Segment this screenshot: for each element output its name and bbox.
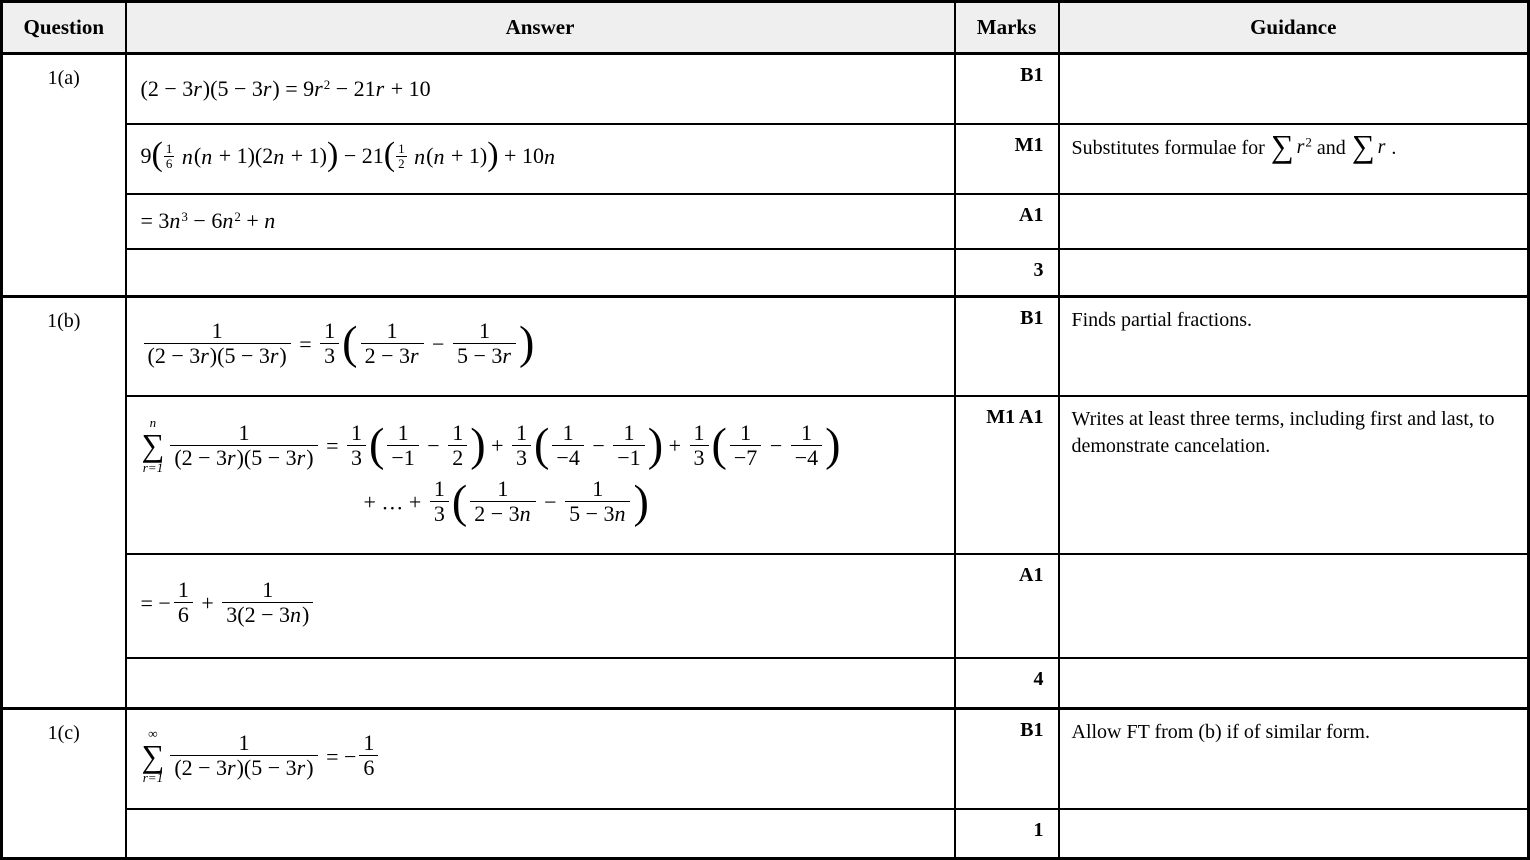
math-text: 3 [181,209,188,225]
math-text: 1 [238,419,250,445]
math-text: )(5 − 3 [209,342,270,368]
math-text: (2 − 3 [147,342,201,368]
math-fraction [387,421,418,470]
sigma-summation [1270,127,1294,164]
answer-math-line [141,75,946,103]
fraction-numerator [690,421,709,445]
fraction-denominator [396,156,407,171]
math-text: ) [301,602,310,627]
header-marks: Marks [955,2,1059,54]
math-text: −7 [733,444,758,470]
math-text: (2 − 3 [174,755,228,781]
math-variable: r [269,342,279,368]
math-text: − [764,433,788,459]
math-text: ) = 9 [272,76,315,101]
math-fraction [470,477,535,526]
table-row [2,809,1529,859]
table-row [2,249,1529,297]
question-cell [2,709,126,859]
math-text: + 10 [385,76,431,101]
math-text: and [1311,136,1351,159]
mark-value: 4 [1033,667,1044,690]
answer-math-line [363,475,946,529]
math-text: Substitutes formulae for [1071,136,1270,159]
math-text: + 1)(2 [213,143,274,169]
table-row [2,194,1529,249]
marks-cell [955,124,1059,194]
table-row [2,297,1529,396]
big-parenthesis: ( [451,475,468,527]
math-variable: r [262,76,272,101]
math-text: −4 [556,444,580,470]
answer-cell [126,124,955,194]
math-text: 2 [452,444,464,470]
math-text: 2 − 3 [474,501,520,527]
big-parenthesis: ) [825,419,841,471]
guidance-cell [1059,396,1529,554]
guidance-text [1072,406,1518,460]
math-text: 6 [177,602,189,627]
fraction-numerator [730,421,761,445]
fraction-denominator [170,445,317,470]
math-variable: r [502,342,511,368]
math-variable: n [543,143,555,169]
math-variable: n [519,501,531,527]
marks-cell [955,809,1059,859]
math-text: −4 [794,444,819,470]
math-text: = [293,331,318,357]
fraction-numerator [448,421,467,445]
fraction-numerator [791,421,822,445]
sigma-icon: ∑ [141,427,165,464]
marks-cell [955,194,1059,249]
math-text: = − [140,590,171,616]
math-text: 1 [516,419,528,445]
math-variable: r [227,444,236,470]
fraction-denominator [144,343,291,368]
answer-cell [126,809,955,859]
sigma-summation [1351,127,1375,164]
fraction-denominator [361,343,424,368]
math-text: − [586,433,611,459]
fraction-denominator [170,755,317,780]
marks-cell [955,249,1059,297]
answer-math-line [141,317,946,371]
math-text: 1 [497,476,509,502]
math-text: (2 − 3 [174,444,228,470]
fraction-denominator [320,343,339,368]
fraction-numerator [512,421,531,445]
fraction-denominator [470,501,535,526]
answer-cell [126,554,955,658]
math-text: 1 [478,317,490,343]
answer-cell [126,54,955,124]
math-text: Finds partial fractions. [1071,309,1253,331]
fraction-numerator [222,578,313,602]
math-text: 1 [386,317,398,343]
mark-value: 3 [1033,258,1044,281]
guidance-cell [1059,658,1529,709]
table-row [2,554,1529,658]
marks-cell [955,297,1059,396]
sigma-icon: ∑ [1351,127,1375,164]
math-text: + 1) [285,143,327,169]
math-text: 3 [350,444,362,470]
marks-cell [955,54,1059,124]
math-fraction [430,477,449,526]
math-fraction [222,578,313,627]
math-fraction [396,142,407,172]
math-text: 1 [452,419,464,445]
fraction-numerator [361,319,424,343]
guidance-cell [1059,809,1529,859]
fraction-numerator [164,142,175,156]
math-text: 5 − 3 [569,501,615,527]
math-text: )(5 − 3 [202,76,263,101]
math-text: 6 [363,755,375,781]
answer-cell [126,709,955,809]
math-text: 2 − 3 [364,342,410,368]
math-fraction [730,421,761,470]
math-text: 5 − 3 [456,342,503,368]
math-text: ) [279,342,287,368]
math-fraction [144,319,291,368]
math-text: = − [320,743,357,769]
sigma-icon: ∑ [141,737,165,774]
fraction-denominator [347,445,366,470]
math-text: 1 [165,140,173,156]
answer-math-line [141,207,946,235]
math-text: 1 [262,576,274,602]
fraction-numerator [320,319,339,343]
big-parenthesis: ) [647,419,664,471]
math-text: )(5 − 3 [236,755,297,781]
mark-value: A1 [1019,563,1044,586]
math-variable: r [314,76,323,101]
fraction-denominator [453,343,516,368]
fraction-numerator [552,421,583,445]
sum-upper-limit: ∞ [148,725,158,741]
math-variable: r [193,76,202,101]
marks-cell [955,658,1059,709]
math-text: 2 [234,209,241,225]
fraction-denominator [174,602,193,627]
guidance-cell [1059,194,1529,249]
math-variable: n [414,143,426,169]
big-parenthesis: ( [711,419,727,471]
math-text: −1 [617,444,641,470]
fraction-numerator [430,477,449,501]
math-variable: r [1296,136,1305,159]
math-fraction [320,319,339,368]
math-fraction [347,421,366,470]
math-text: 2 [1305,134,1312,150]
math-variable: n [273,143,285,169]
big-parenthesis: ( [534,419,550,471]
answer-cell [126,396,955,554]
math-text: + [485,433,510,459]
big-parenthesis: ( [368,419,385,471]
math-text: 1 [623,419,635,445]
mark-value: A1 [1019,203,1044,226]
fraction-numerator [347,421,366,445]
table-row [2,396,1529,554]
math-text: . [1386,136,1397,159]
fraction-numerator [170,421,317,445]
answer-cell [126,194,955,249]
guidance-cell [1059,54,1529,124]
fraction-denominator [387,445,418,470]
sigma-summation [142,727,165,785]
marks-cell [955,396,1059,554]
question-number: 1(c) [47,722,80,744]
guidance-cell [1059,124,1529,194]
math-text: 3 [433,501,445,527]
math-text: + … + [363,489,427,515]
mark-value: M1 [1014,133,1044,156]
guidance-cell [1059,709,1529,809]
fraction-denominator [565,501,630,526]
math-fraction [361,319,424,368]
fraction-numerator [170,731,317,755]
sum-lower-limit: r=1 [142,769,164,785]
math-fraction [690,421,709,470]
math-fraction [164,142,175,172]
header-row [2,2,1529,54]
math-text: = 3 [140,208,170,234]
big-parenthesis: ( [342,317,358,369]
math-text: + [240,208,265,234]
fraction-numerator [565,477,630,501]
fraction-denominator [791,445,822,470]
math-text: Writes at least three terms, including first and last, to demonstrate cancelation. [1071,407,1495,457]
answer-math-line [140,136,946,175]
math-text: 1 [433,476,445,502]
mark-value: 1 [1033,818,1044,841]
math-fraction [453,319,516,368]
math-variable: n [181,143,193,169]
math-text: = [320,433,344,459]
sum-lower-limit: r=1 [142,459,164,475]
math-text: 1 [592,476,604,502]
big-parenthesis: ) [518,317,535,369]
math-text: (2 − 3 [140,76,194,101]
math-text: ) [306,444,314,470]
math-text: 3(2 − 3 [226,602,290,627]
math-text: − 21 [330,76,376,101]
question-number: 1(b) [47,310,81,332]
fraction-denominator [430,501,449,526]
header-answer: Answer [126,2,955,54]
guidance-text [1072,307,1518,334]
sigma-icon: ∑ [1270,127,1294,164]
math-text: Allow FT from (b) if of similar form. [1071,721,1370,743]
header-question: Question [2,2,126,54]
math-fraction [170,421,317,470]
math-variable: r [409,342,419,368]
guidance-cell [1059,297,1529,396]
math-variable: r [375,76,385,101]
big-parenthesis: ) [470,419,486,471]
math-text: 1 [324,317,336,343]
math-variable: n [614,501,626,527]
math-text: −1 [391,444,415,470]
table-row [2,658,1529,709]
math-text: + [195,590,220,616]
math-fraction [359,731,378,780]
math-variable: r [200,342,209,368]
math-text: − [426,331,450,357]
math-text: 1 [398,140,405,156]
math-text: 1 [800,419,812,445]
fraction-numerator [613,421,644,445]
math-text: 1 [740,419,752,445]
math-variable: r [296,755,306,781]
math-text: + 10 [498,143,544,169]
marks-cell [955,554,1059,658]
fraction-numerator [396,142,407,156]
math-text: 1 [350,419,362,445]
math-text: 3 [516,444,528,470]
math-text: 1 [693,419,705,445]
math-text: 3 [693,444,705,470]
math-text: ( [426,143,434,169]
fraction-numerator [387,421,418,445]
math-fraction [791,421,822,470]
math-fraction [512,421,531,470]
fraction-numerator [470,477,535,501]
mark-value: B1 [1020,307,1044,329]
math-text: 2 [398,156,405,171]
big-parenthesis: ( [151,136,163,174]
math-text: + [663,433,687,459]
math-variable: n [264,208,276,234]
math-fraction [565,477,630,526]
answer-math-line [140,576,946,630]
math-text: − [421,433,446,459]
fraction-denominator [552,445,583,470]
guidance-text [1071,127,1518,164]
fraction-denominator [690,445,709,470]
answer-cell [126,658,955,709]
mark-value: B1 [1020,719,1044,741]
answer-math-line [141,415,946,477]
table-body [2,54,1529,859]
math-fraction [174,578,193,627]
fraction-denominator [512,445,531,470]
fraction-denominator [613,445,644,470]
table-row [2,709,1529,809]
fraction-denominator [164,156,175,171]
table-row [2,54,1529,124]
math-variable: n [169,208,181,234]
math-fraction [613,421,644,470]
fraction-numerator [144,319,291,343]
math-text: 1 [177,576,189,602]
fraction-numerator [174,578,193,602]
question-cell [2,297,126,709]
math-fraction [170,731,317,780]
math-text: 2 [323,76,331,92]
math-text: 6 [165,156,173,171]
math-text: 1 [211,317,223,343]
big-parenthesis: ) [326,136,339,174]
math-variable: n [222,208,234,234]
mark-value: B1 [1020,64,1044,86]
answer-cell [126,297,955,396]
guidance-text [1072,719,1518,746]
math-variable: r [296,444,306,470]
math-text: 1 [363,730,375,756]
big-parenthesis: ) [633,475,649,527]
table-row [2,124,1529,194]
header-guidance: Guidance [1059,2,1529,54]
fraction-denominator [222,602,313,627]
answer-cell [126,249,955,297]
math-text: 1 [397,419,409,445]
question-cell [2,54,126,297]
fraction-numerator [453,319,516,343]
math-text: − [538,489,563,515]
math-text: 1 [562,419,574,445]
marks-cell [955,709,1059,809]
math-text: ( [193,143,202,169]
sigma-summation [142,416,165,474]
math-text: 3 [324,342,336,368]
sum-upper-limit: n [149,415,157,431]
math-fraction [448,421,467,470]
math-text: ) [306,755,314,781]
math-text: + 1) [445,143,488,169]
math-text: 9 [140,143,152,169]
question-number: 1(a) [47,67,80,89]
big-parenthesis: ) [487,136,499,174]
math-text: − 21 [338,143,384,169]
mark-value: M1 A1 [986,405,1044,428]
math-text: )(5 − 3 [236,444,297,470]
fraction-denominator [359,755,378,780]
guidance-cell [1059,249,1529,297]
math-variable: n [433,143,445,169]
math-variable: n [201,143,213,169]
fraction-numerator [359,731,378,755]
fraction-denominator [730,445,761,470]
math-text: − 6 [187,208,223,234]
math-variable: r [1377,136,1386,159]
math-variable: r [227,755,236,781]
fraction-denominator [448,445,467,470]
math-variable: n [289,602,301,627]
math-fraction [552,421,583,470]
guidance-cell [1059,554,1529,658]
answer-math-line [141,725,946,788]
big-parenthesis: ( [383,136,396,174]
math-text: 1 [238,730,250,756]
